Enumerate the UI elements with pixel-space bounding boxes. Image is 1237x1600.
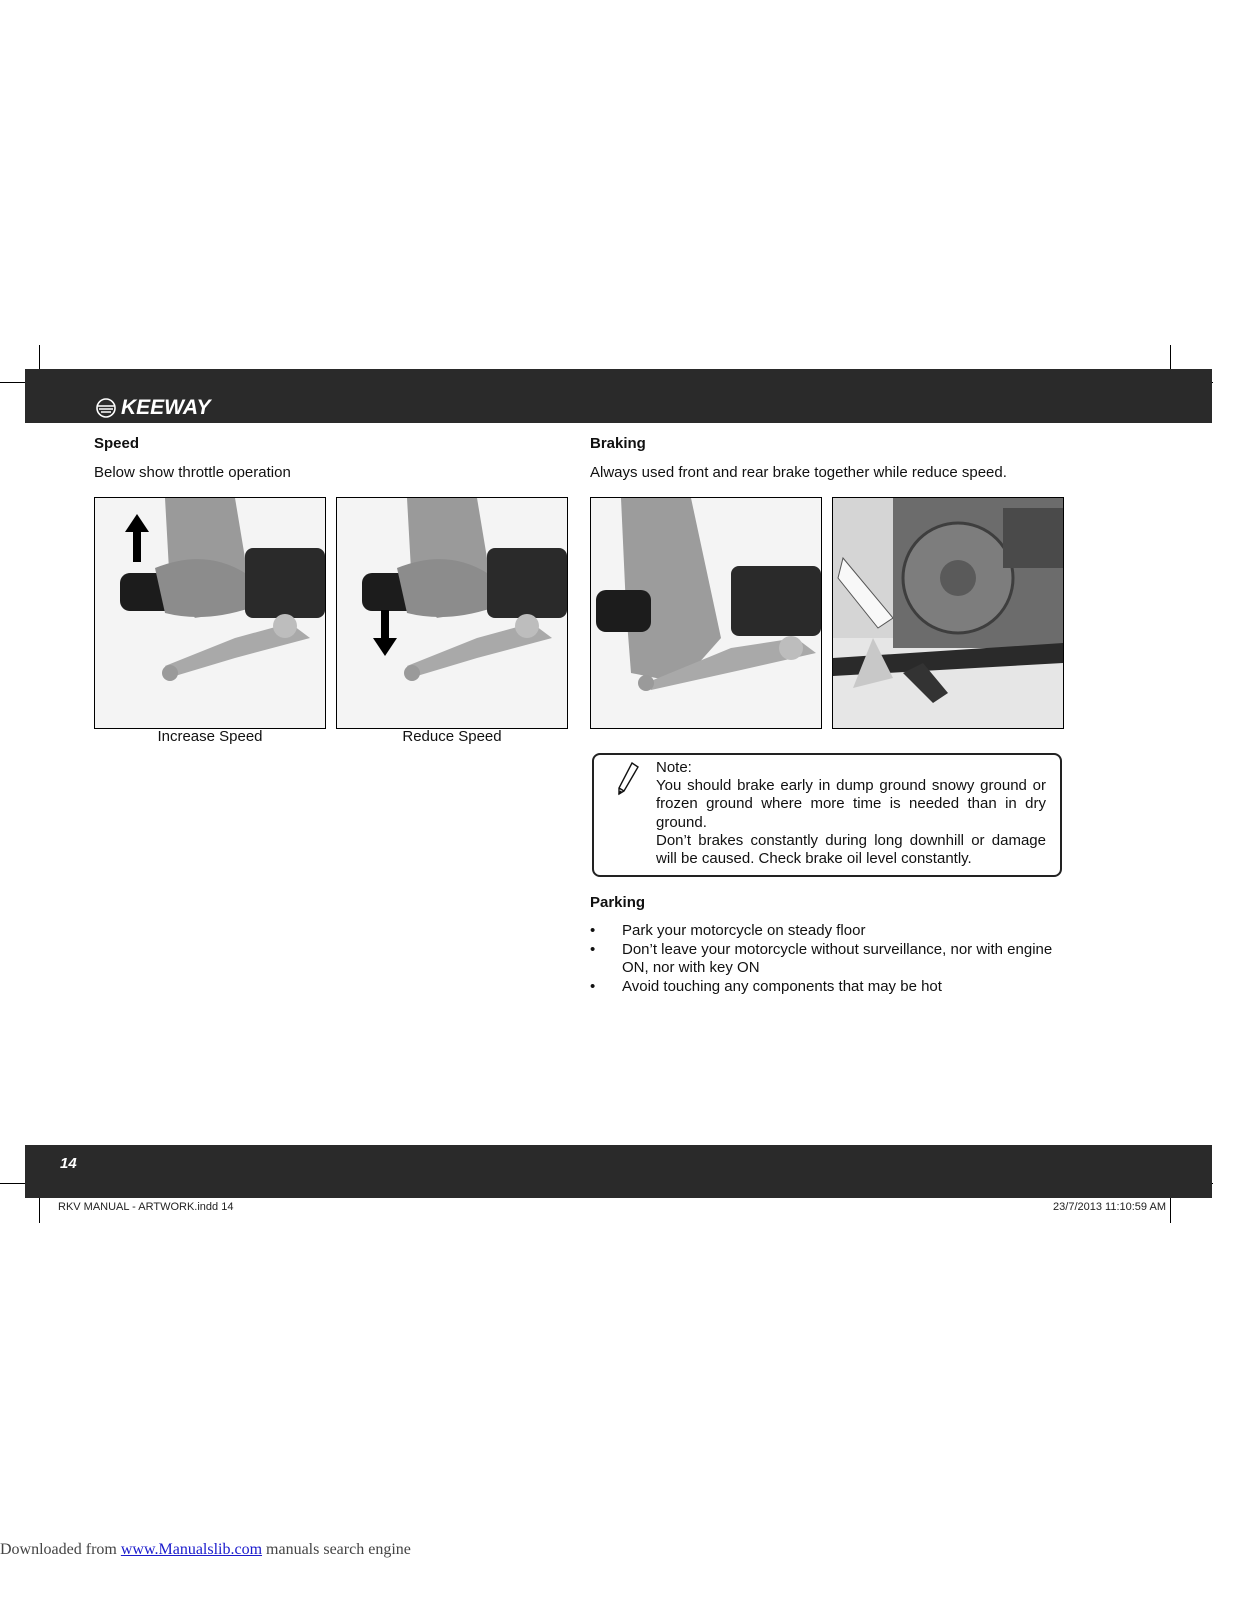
list-item-text: Park your motorcycle on steady floor <box>622 922 866 939</box>
brand-logo <box>95 396 210 420</box>
brand-emblem-icon <box>95 398 117 418</box>
increase-speed-photo <box>94 497 326 729</box>
speed-heading: Speed <box>94 435 140 452</box>
list-item <box>590 922 1065 941</box>
list-item <box>590 978 1065 997</box>
bullet-icon: • <box>590 922 596 939</box>
footer-prefix: Downloaded from <box>0 1541 121 1558</box>
braking-text: Always used front and rear brake together while reduce speed. <box>590 464 1007 481</box>
reduce-speed-caption: Reduce Speed <box>402 728 502 745</box>
front-brake-photo <box>590 497 822 729</box>
bullet-icon: • <box>590 977 596 995</box>
crop-mark <box>39 1195 40 1223</box>
parking-list <box>590 922 1065 996</box>
list-item-text: Don’t leave your motorcycle without surveillance, nor with engine ON, nor with key ON <box>622 940 1053 976</box>
footer-suffix: manuals search engine <box>262 1541 411 1558</box>
slug-timestamp: 23/7/2013 11:10:59 AM <box>1053 1201 1166 1213</box>
crop-mark <box>1170 1195 1171 1223</box>
footer-band <box>25 1145 1212 1198</box>
crop-mark <box>0 1183 28 1184</box>
note-line-1: You should brake early in dump ground snowy ground or frozen ground where more time is needed than in dry ground. <box>656 777 1046 831</box>
download-footer <box>0 1541 411 1559</box>
manualslib-link[interactable]: www.Manualslib.com <box>120 1541 263 1558</box>
increase-speed-caption: Increase Speed <box>157 728 263 745</box>
note-title: Note: <box>656 759 692 776</box>
page-number: 14 <box>60 1155 77 1172</box>
parking-heading: Parking <box>590 894 646 911</box>
reduce-speed-photo <box>336 497 568 729</box>
bullet-icon: • <box>590 940 596 958</box>
braking-heading: Braking <box>590 435 646 452</box>
rear-brake-photo <box>832 497 1064 729</box>
pencil-icon <box>616 761 642 797</box>
note-line-2: Don’t brakes constantly during long downhill or damage will be caused. Check brake oil level constantly. <box>656 831 1046 868</box>
speed-text: Below show throttle operation <box>94 464 291 481</box>
list-item-text: Avoid touching any components that may be hot <box>622 977 942 995</box>
brand-name: KEEWAY <box>121 396 211 419</box>
note-box <box>592 753 1062 877</box>
list-item <box>590 941 1065 978</box>
slug-file-info: RKV MANUAL - ARTWORK.indd 14 <box>58 1201 234 1213</box>
crop-mark <box>0 382 28 383</box>
